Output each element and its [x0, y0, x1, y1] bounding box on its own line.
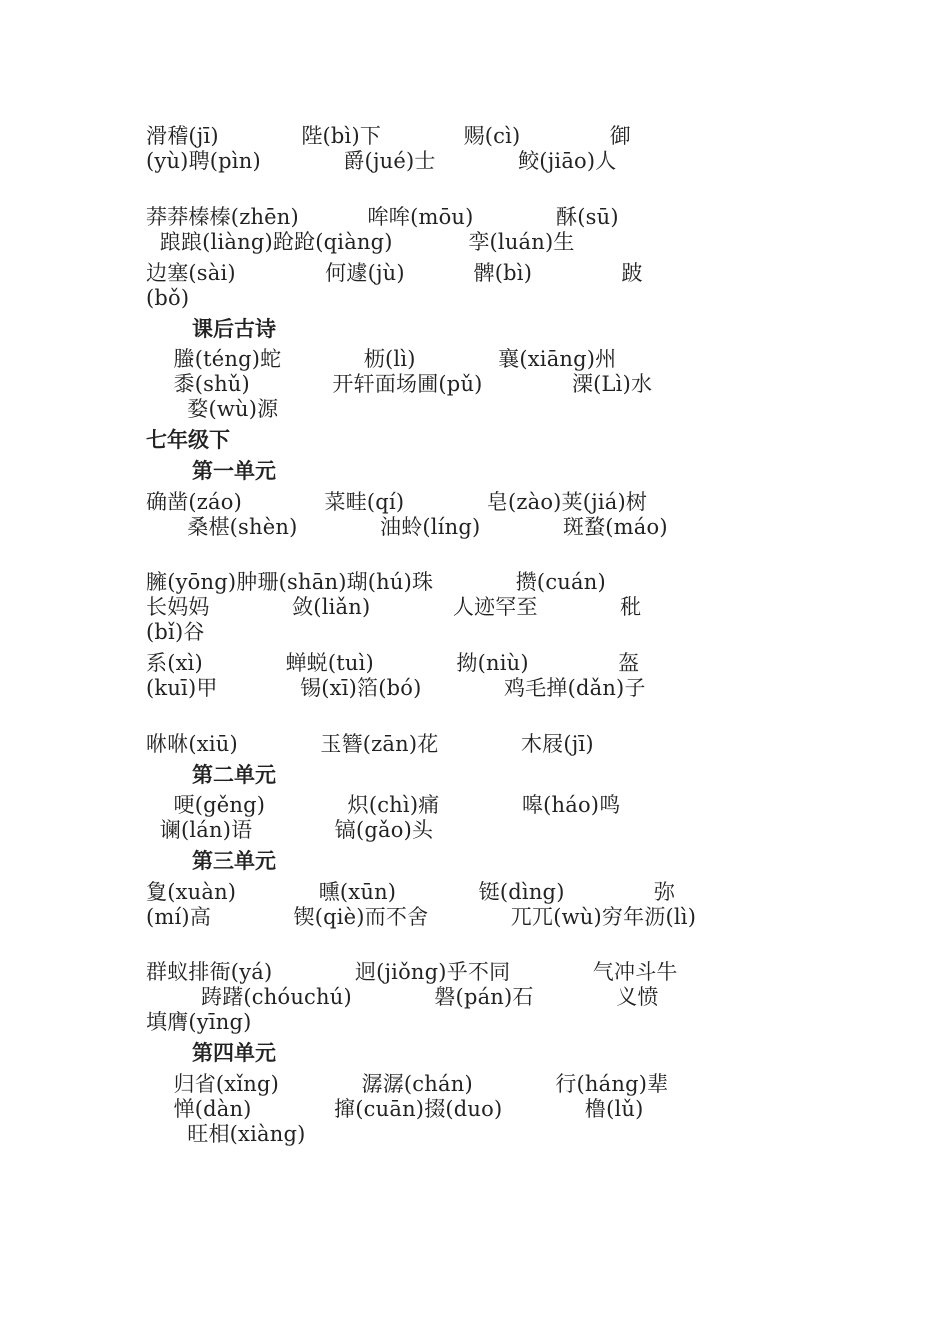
text-line: 长妈妈 敛(liǎn) 人迹罕至 秕	[146, 595, 642, 619]
text-line: 臃(yōng)肿珊(shān)瑚(hú)珠 攒(cuán)	[146, 570, 606, 594]
text-line: 谰(lán)语 镐(gǎo)头	[146, 818, 434, 842]
text-line: 婺(wù)源	[146, 397, 279, 421]
unit-heading-2: 第二单元	[192, 763, 276, 787]
text-line: (mí)高 锲(qiè)而不舍 兀兀(wù)穷年沥(lì)	[146, 905, 697, 929]
text-line: 螣(téng)蛇 枥(lì) 襄(xiāng)州	[146, 347, 617, 371]
text-line: 旺相(xiàng)	[146, 1122, 306, 1146]
text-line: (yù)聘(pìn) 爵(jué)士 鲛(jiāo)人	[146, 149, 617, 173]
text-line: 踉踉(liàng)跄跄(qiàng) 孪(luán)生	[146, 230, 575, 254]
text-line: 咻咻(xiū) 玉簪(zān)花 木屐(jī)	[146, 732, 594, 756]
grade-heading: 七年级下	[146, 428, 230, 452]
text-line: 哽(gěng) 炽(chì)痛 嗥(háo)鸣	[146, 793, 621, 817]
text-line: 边塞(sài) 何遽(jù) 髀(bì) 跛	[146, 261, 643, 285]
text-line: 莽莽榛榛(zhēn) 哞哞(mōu) 酥(sū)	[146, 205, 619, 229]
text-line: 桑椹(shèn) 油蛉(líng) 斑蝥(máo)	[146, 515, 668, 539]
unit-heading-3: 第三单元	[192, 849, 276, 873]
unit-heading-4: 第四单元	[192, 1041, 276, 1065]
text-line: 确凿(záo) 菜畦(qí) 皂(zào)荚(jiá)树	[146, 490, 648, 514]
text-line: 惮(dàn) 撺(cuān)掇(duo) 橹(lǔ)	[146, 1097, 644, 1121]
text-line: (bǐ)谷	[146, 620, 205, 644]
text-line: 填膺(yīng)	[146, 1010, 252, 1034]
text-line: 黍(shǔ) 开轩面场圃(pǔ) 溧(Lì)水	[146, 372, 653, 396]
text-line: 滑稽(jī) 陛(bì)下 赐(cì) 御	[146, 124, 632, 148]
text-line: 群蚁排衙(yá) 迥(jiǒng)乎不同 气冲斗牛	[146, 960, 678, 984]
text-line: (bǒ)	[146, 286, 190, 310]
text-line: 夐(xuàn) 曛(xūn) 铤(dìng) 弥	[146, 880, 676, 904]
text-line: 系(xì) 蝉蜕(tuì) 拗(niù) 盔	[146, 651, 640, 675]
section-heading-after-class-poems: 课后古诗	[192, 317, 276, 341]
text-line: 归省(xǐng) 潺潺(chán) 行(háng)辈	[146, 1072, 669, 1096]
text-line: 踌躇(chóuchú) 磐(pán)石 义愤	[146, 985, 659, 1009]
unit-heading-1: 第一单元	[192, 459, 276, 483]
text-line: (kuī)甲 锡(xī)箔(bó) 鸡毛掸(dǎn)子	[146, 676, 646, 700]
